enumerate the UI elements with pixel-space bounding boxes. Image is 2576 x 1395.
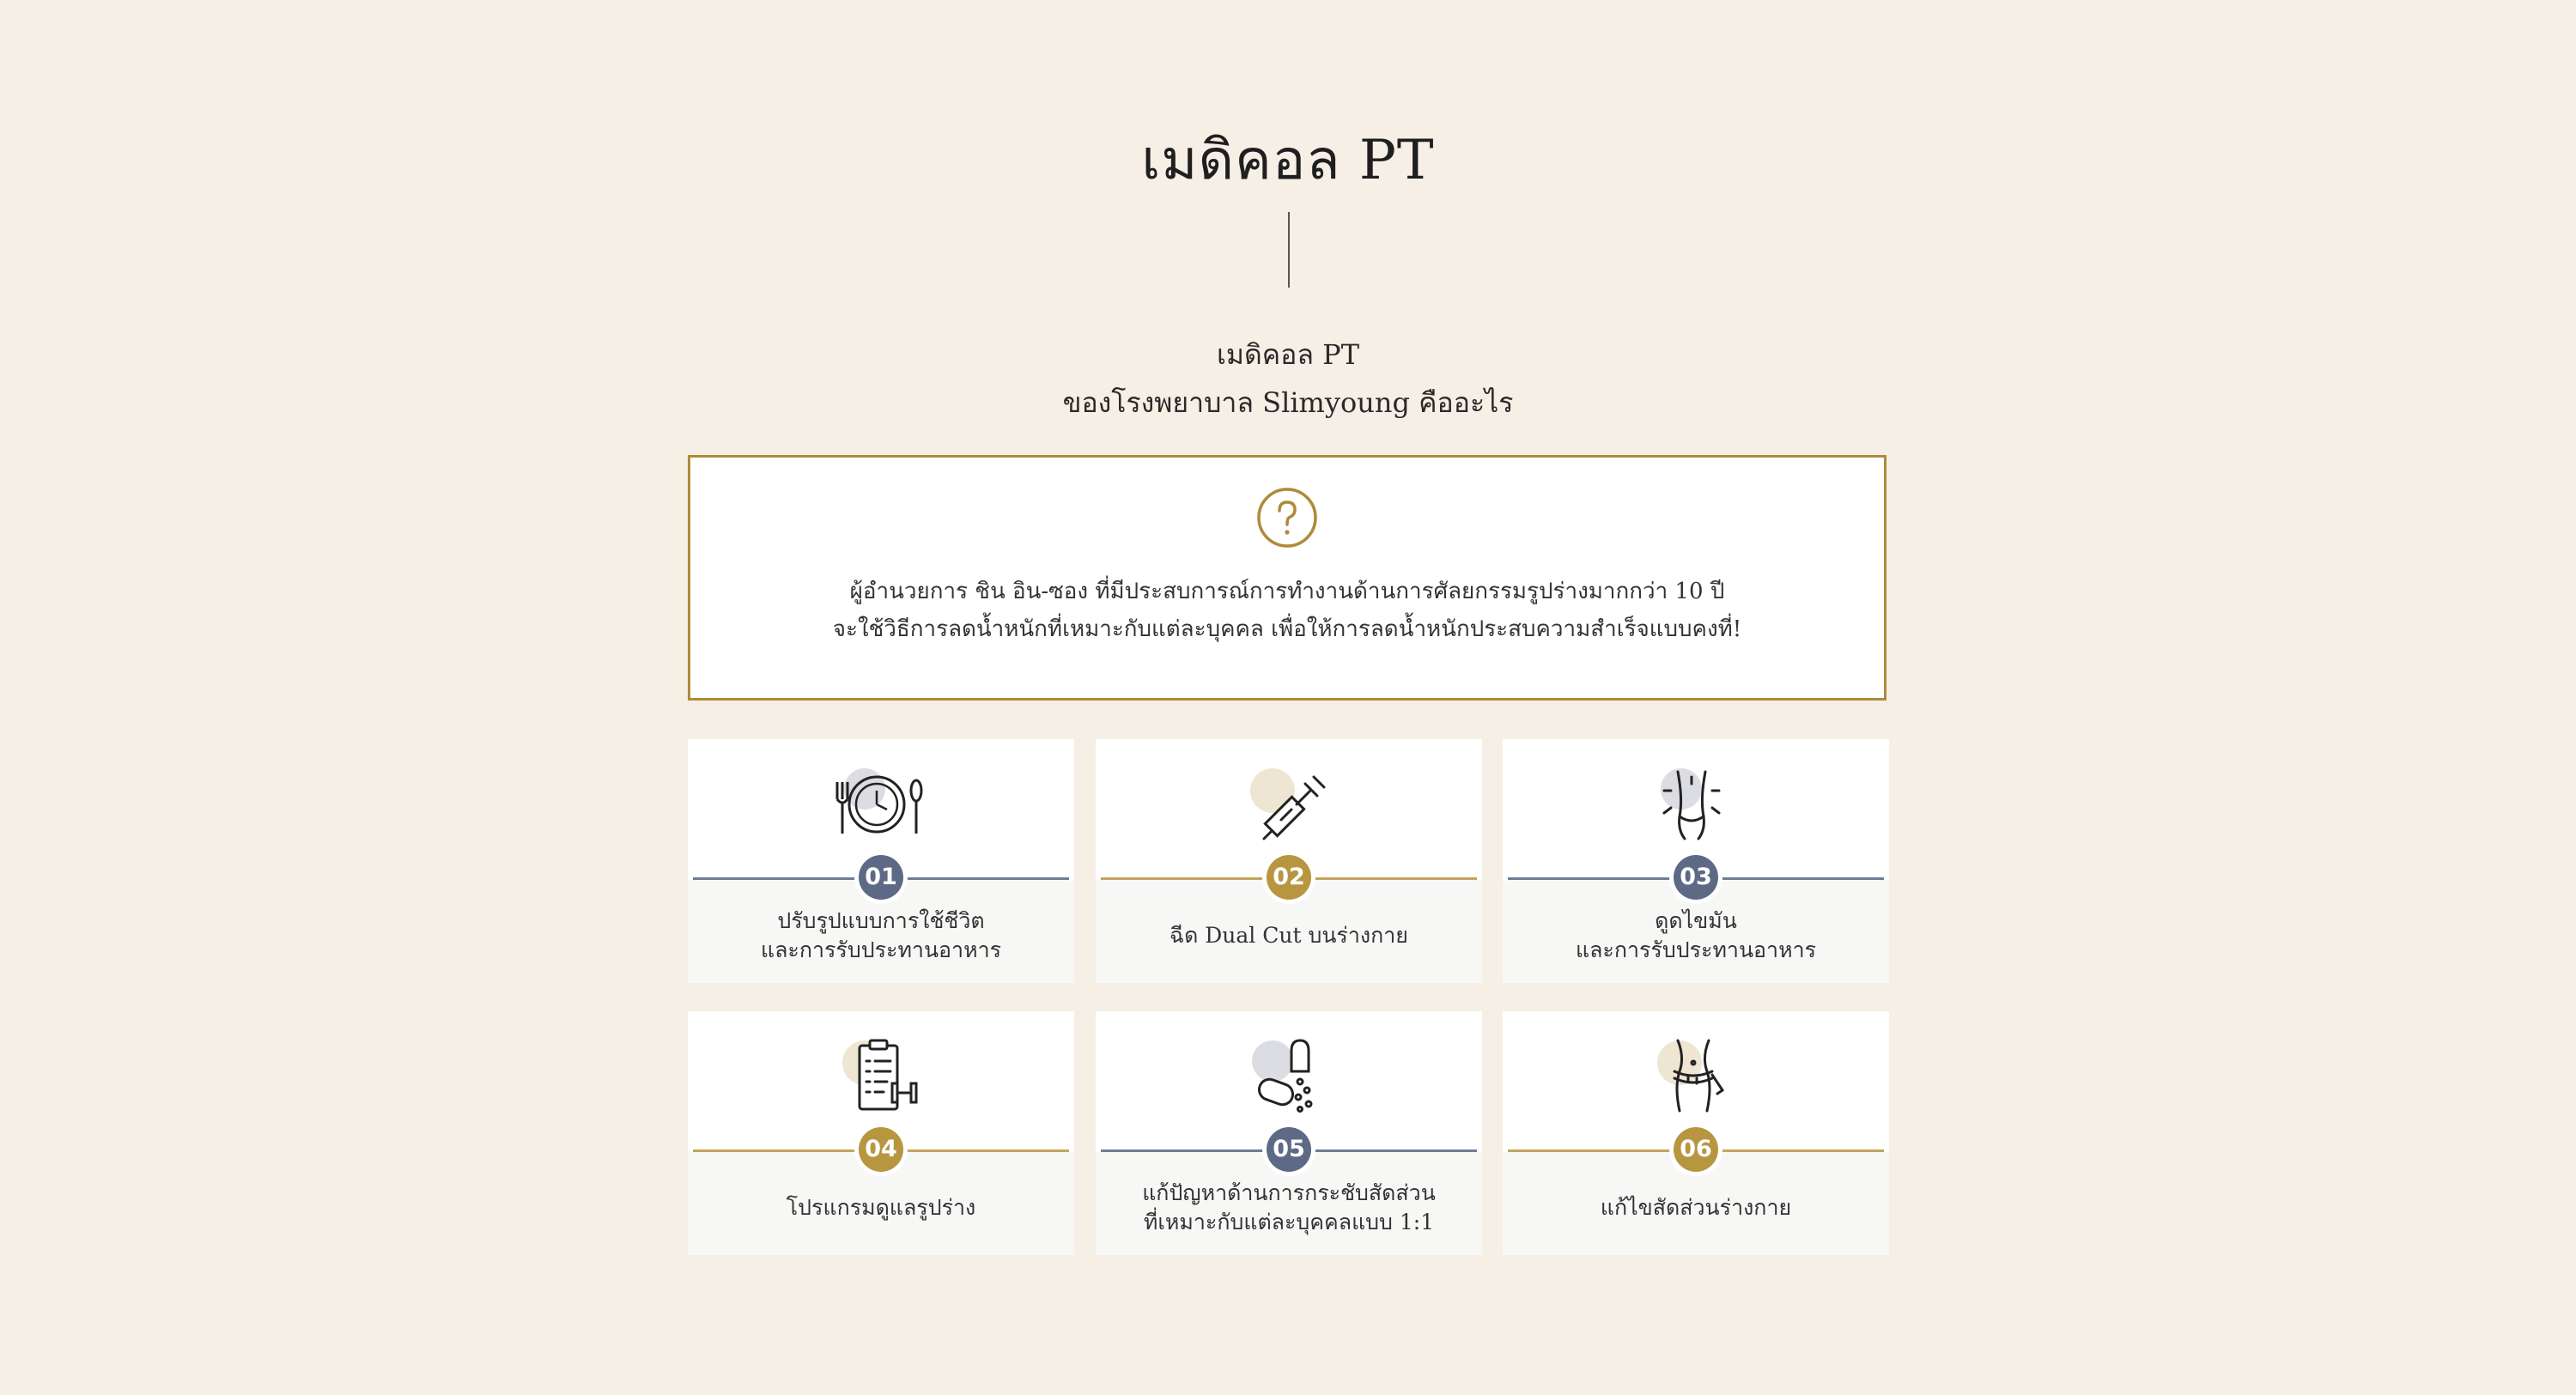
service-card-06[interactable] xyxy=(1503,1011,1889,1255)
step-badge: 02 xyxy=(1267,855,1311,900)
card-label: แก้ปัญหาด้านการกระชับสัดส่วน ที่เหมาะกับแต่ละบุคคลแบบ 1:1 xyxy=(1142,1180,1436,1234)
body-liposuction-icon xyxy=(1640,765,1743,842)
question-description xyxy=(690,573,1884,648)
question-line-2: จะใช้วิธีการลดน้ำหนักที่เหมาะกับแต่ละบุคคล เพื่อให้การลดน้ำหนักประสบความสำเร็จแบบคงที่! xyxy=(832,616,1742,642)
intro-line-2: ของโรงพยาบาล Slimyoung คืออะไร xyxy=(1062,386,1514,419)
card-label: ดูดไขมัน และการรับประทานอาหาร xyxy=(1575,908,1817,962)
intro-line-1: เมดิคอล PT xyxy=(1216,338,1360,371)
question-line-1: ผู้อำนวยการ ชิน อิน-ซอง ที่มีประสบการณ์การทำงานด้านการศัลยกรรมรูปร่างมากกว่า 10 ปี xyxy=(849,579,1725,604)
divider-line xyxy=(1288,212,1290,288)
step-badge: 05 xyxy=(1267,1127,1311,1172)
page-title: เมดิคอล PT xyxy=(1141,129,1435,192)
intro-heading xyxy=(0,331,2576,427)
meal-clock-icon xyxy=(825,765,928,842)
question-circle-icon xyxy=(1256,487,1318,549)
service-card-01[interactable] xyxy=(688,739,1074,983)
step-badge: 04 xyxy=(859,1127,903,1172)
service-card-04[interactable] xyxy=(688,1011,1074,1255)
card-label: แก้ไขสัดส่วนร่างกาย xyxy=(1600,1195,1792,1220)
step-badge: 03 xyxy=(1674,855,1718,900)
question-box xyxy=(688,455,1886,701)
step-badge: 06 xyxy=(1674,1127,1718,1172)
card-label: โปรแกรมดูแลรูปร่าง xyxy=(786,1195,976,1220)
step-badge: 01 xyxy=(859,855,903,900)
service-card-03[interactable] xyxy=(1503,739,1889,983)
waist-measure-icon xyxy=(1640,1037,1743,1114)
syringe-icon xyxy=(1233,765,1336,842)
clipboard-dumbbell-icon xyxy=(825,1037,928,1114)
pill-capsule-icon xyxy=(1233,1037,1336,1114)
card-label: ฉีด Dual Cut บนร่างกาย xyxy=(1170,923,1408,948)
card-label: ปรับรูปแบบการใช้ชีวิต และการรับประทานอาหาร xyxy=(760,908,1002,962)
service-card-02[interactable] xyxy=(1096,739,1482,983)
service-card-05[interactable] xyxy=(1096,1011,1482,1255)
